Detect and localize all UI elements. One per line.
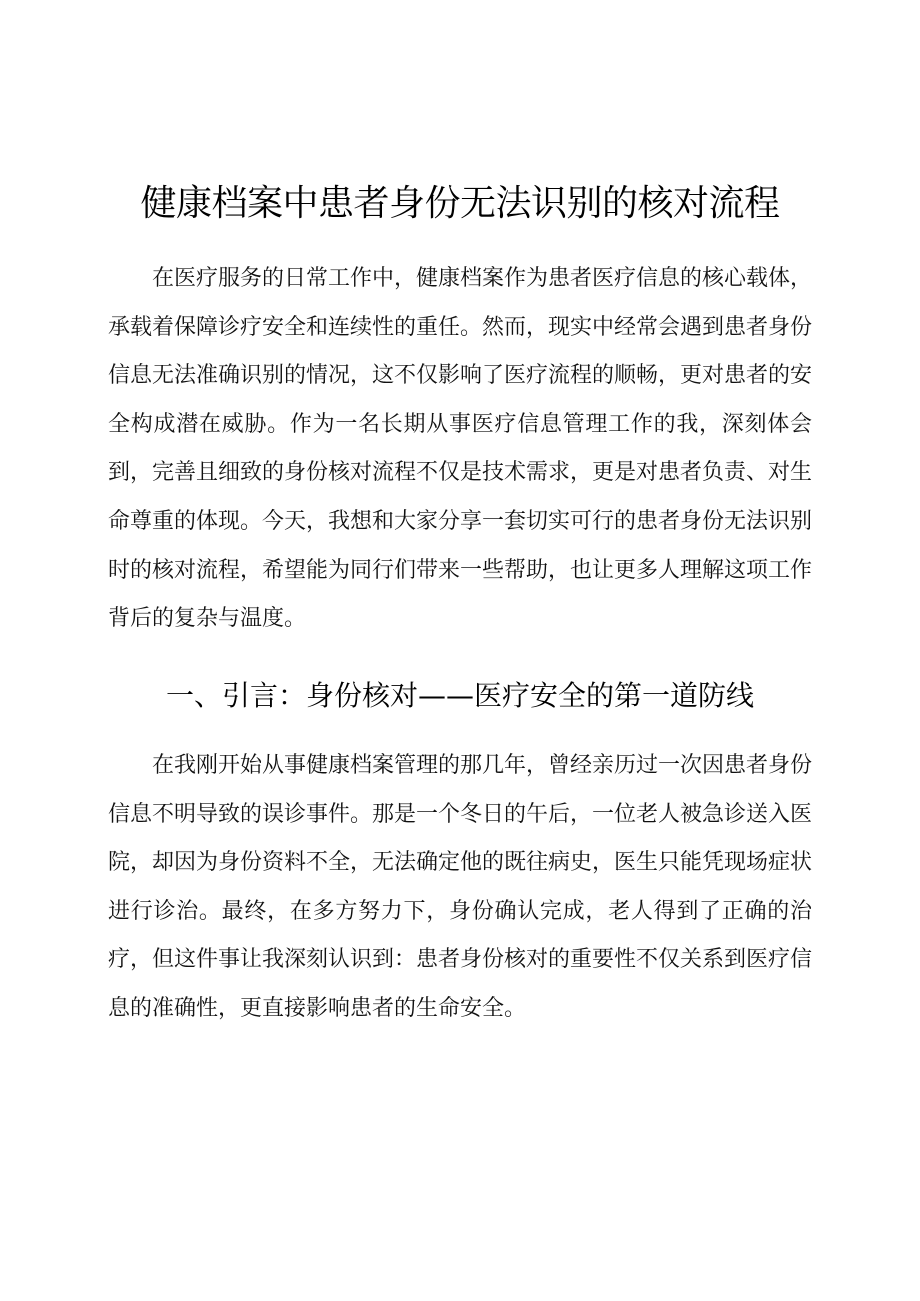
section-heading: 一、引言：身份核对——医疗安全的第一道防线: [165, 679, 754, 712]
intro-paragraph: 在医疗服务的日常工作中，健康档案作为患者医疗信息的核心载体，承载着保障诊疗安全和连续性的重任。然而，现实中经常会遇到患者身份信息无法准确识别的情况，这不仅影响了医疗流程的顺畅，更对患者的安全构成潜在威胁。作为一名长期从事医疗信息管理工作的我，深刻体会到，完善且细致的身份核对流程不仅是技术需求，更是对患者负责、对生命尊重的体现。今天，我想和大家分享一套切实可行的患者身份无法识别时的核对流程，希望能为同行们带来一些帮助，也让更多人理解这项工作背后的复杂与温度。: [108, 266, 813, 632]
document-title: 健康档案中患者身份无法识别的核对流程: [140, 183, 780, 224]
section-paragraph: 在我刚开始从事健康档案管理的那几年，曾经亲历过一次因患者身份信息不明导致的误诊事件。那是一个冬日的午后，一位老人被急诊送入医院，却因为身份资料不全，无法确定他的既往病史，医生只能凭现场症状进行诊治。最终，在多方努力下，身份确认完成，老人得到了正确的治疗，但这件事让我深刻认识到：患者身份核对的重要性不仅关系到医疗信息的准确性，更直接影响患者的生命安全。: [108, 753, 813, 1021]
